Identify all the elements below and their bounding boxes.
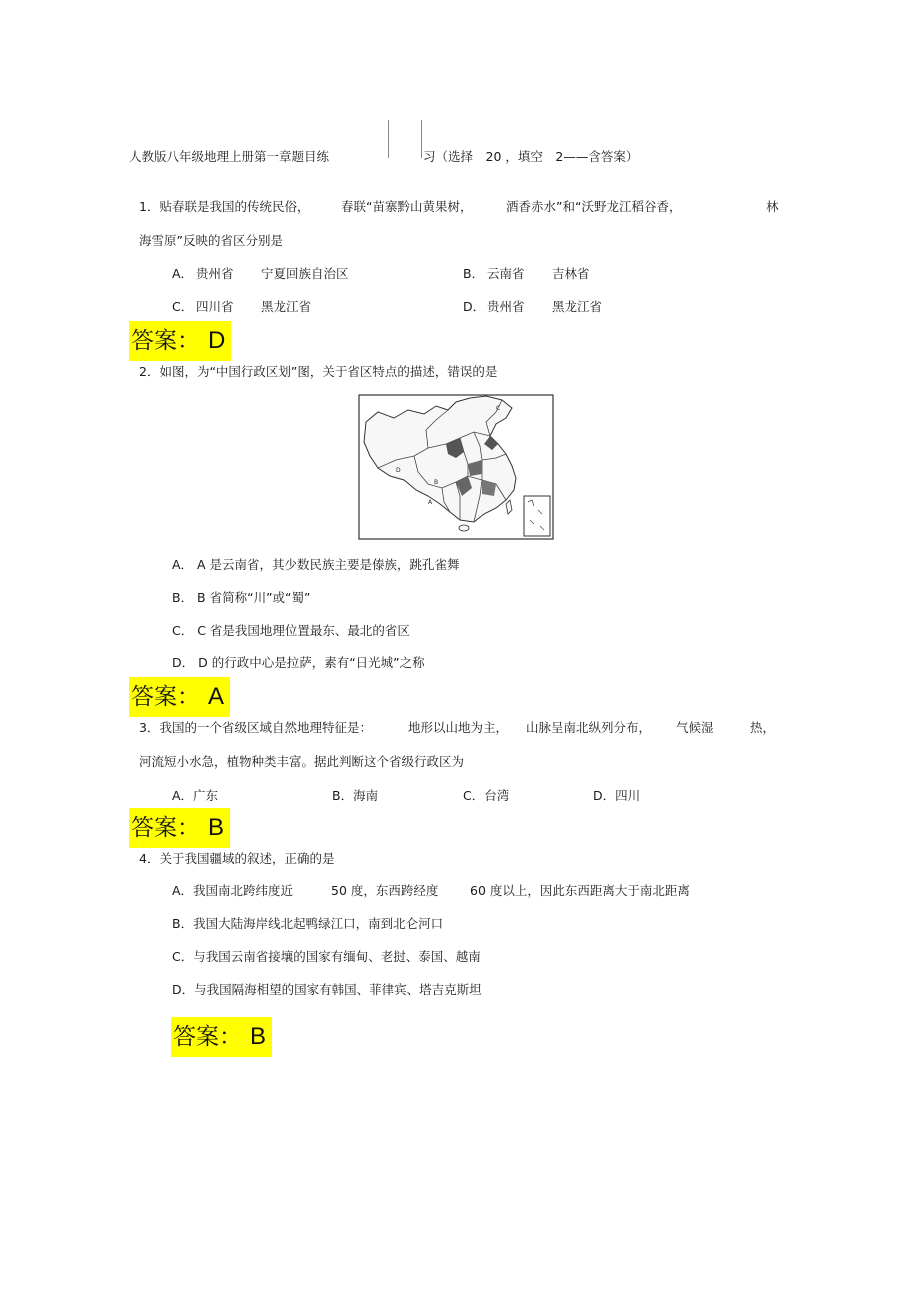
- answer-label: 答案：: [131, 815, 200, 841]
- answer-letter: B: [208, 814, 225, 841]
- q4-option-d: D．与我国隔海相望的国家有韩国、菲律宾、塔吉克斯坦: [172, 982, 482, 997]
- doc-title-left: 人教版八年级地理上册第一章题目练: [129, 149, 330, 164]
- map-label-a: A: [428, 499, 433, 506]
- q4-option-a-part: 50 度，东西跨经度: [331, 883, 439, 898]
- q3-option-a: A．广东: [172, 788, 219, 803]
- answer-label: 答案：: [173, 1024, 242, 1050]
- answer-letter: A: [208, 683, 225, 710]
- q2-stem: 2．如图，为“中国行政区划”图，关于省区特点的描述，错误的是: [139, 364, 498, 379]
- q3-stem-part: 热，: [750, 720, 776, 735]
- q2-answer-highlight: [129, 677, 230, 717]
- q1-stem-part: 春联“苗寨黔山黄果树，: [341, 199, 473, 214]
- q3-stem-line2: 河流短小水急，植物种类丰富。据此判断这个省级行政区为: [139, 754, 465, 769]
- map-label-d: D: [396, 467, 401, 474]
- q1-stem-line2: 海雪原”反映的省区分别是: [139, 233, 283, 248]
- answer-label: 答案：: [131, 328, 200, 354]
- q1-option-c-v1: 四川省: [196, 299, 234, 314]
- q3-stem-part: 山脉呈南北纵列分布，: [526, 720, 652, 735]
- q3-option-d: D．四川: [593, 788, 641, 803]
- q1-option-d-v2: 黑龙江省: [552, 299, 603, 314]
- q4-option-b: B．我国大陆海岸线北起鸭绿江口，南到北仑河口: [172, 916, 444, 931]
- q3-stem-part: 地形以山地为主，: [408, 720, 509, 735]
- scan-divider-line: [421, 120, 422, 158]
- answer-letter: D: [208, 327, 226, 354]
- q1-option-d-v1: 贵州省: [487, 299, 525, 314]
- q1-stem-part: 1．贴春联是我国的传统民俗，: [139, 199, 310, 214]
- q4-option-c: C．与我国云南省接壤的国家有缅甸、老挝、泰国、越南: [172, 949, 481, 964]
- q2-option-d: D． D 的行政中心是拉萨，素有“日光城”之称: [172, 655, 425, 670]
- q2-option-a: A． A 是云南省，其少数民族主要是傣族，跳孔雀舞: [172, 557, 460, 572]
- map-label-b: B: [434, 479, 439, 486]
- q1-option-a-v2: 宁夏回族自治区: [261, 266, 349, 281]
- q1-answer-highlight: [129, 321, 231, 361]
- q2-option-c: C． C 省是我国地理位置最东、最北的省区: [172, 623, 410, 638]
- doc-title-right: 习（选择 20 ，填空 2——含答案）: [423, 149, 639, 164]
- q1-option-c-v2: 黑龙江省: [261, 299, 312, 314]
- q1-option-a-v1: 贵州省: [196, 266, 234, 281]
- q1-stem-part: 林: [766, 199, 779, 214]
- q1-option-c-key: C．: [172, 299, 194, 314]
- q2-option-b: B． B 省简称“川”或“蜀”: [172, 590, 311, 605]
- q3-answer-highlight: [129, 808, 230, 848]
- answer-letter: B: [250, 1023, 267, 1050]
- answer-label: 答案：: [131, 684, 200, 710]
- q3-stem-part: 气候湿: [676, 720, 714, 735]
- q3-option-b: B．海南: [332, 788, 379, 803]
- q1-option-b-v2: 吉林省: [552, 266, 590, 281]
- q1-option-b-key: B．: [463, 266, 485, 281]
- q1-stem-part: 酒香赤水”和“沃野龙江稻谷香，: [506, 199, 682, 214]
- q1-option-d-key: D．: [463, 299, 486, 314]
- scan-divider-line: [388, 120, 389, 158]
- q3-stem-part: 3．我国的一个省级区域自然地理特征是：: [139, 720, 372, 735]
- q4-option-a-part: A．我国南北跨纬度近: [172, 883, 294, 898]
- china-admin-map: [356, 392, 556, 542]
- q3-option-c: C．台湾: [463, 788, 510, 803]
- q1-option-b-v1: 云南省: [487, 266, 525, 281]
- q1-option-a-key: A．: [172, 266, 194, 281]
- china-map-illustration: [356, 392, 556, 542]
- q4-option-a-part: 60 度以上，因此东西距离大于南北距离: [470, 883, 690, 898]
- q4-answer-highlight: [171, 1017, 272, 1057]
- q4-stem: 4．关于我国疆域的叙述，正确的是: [139, 851, 335, 866]
- map-label-c: C: [496, 405, 501, 412]
